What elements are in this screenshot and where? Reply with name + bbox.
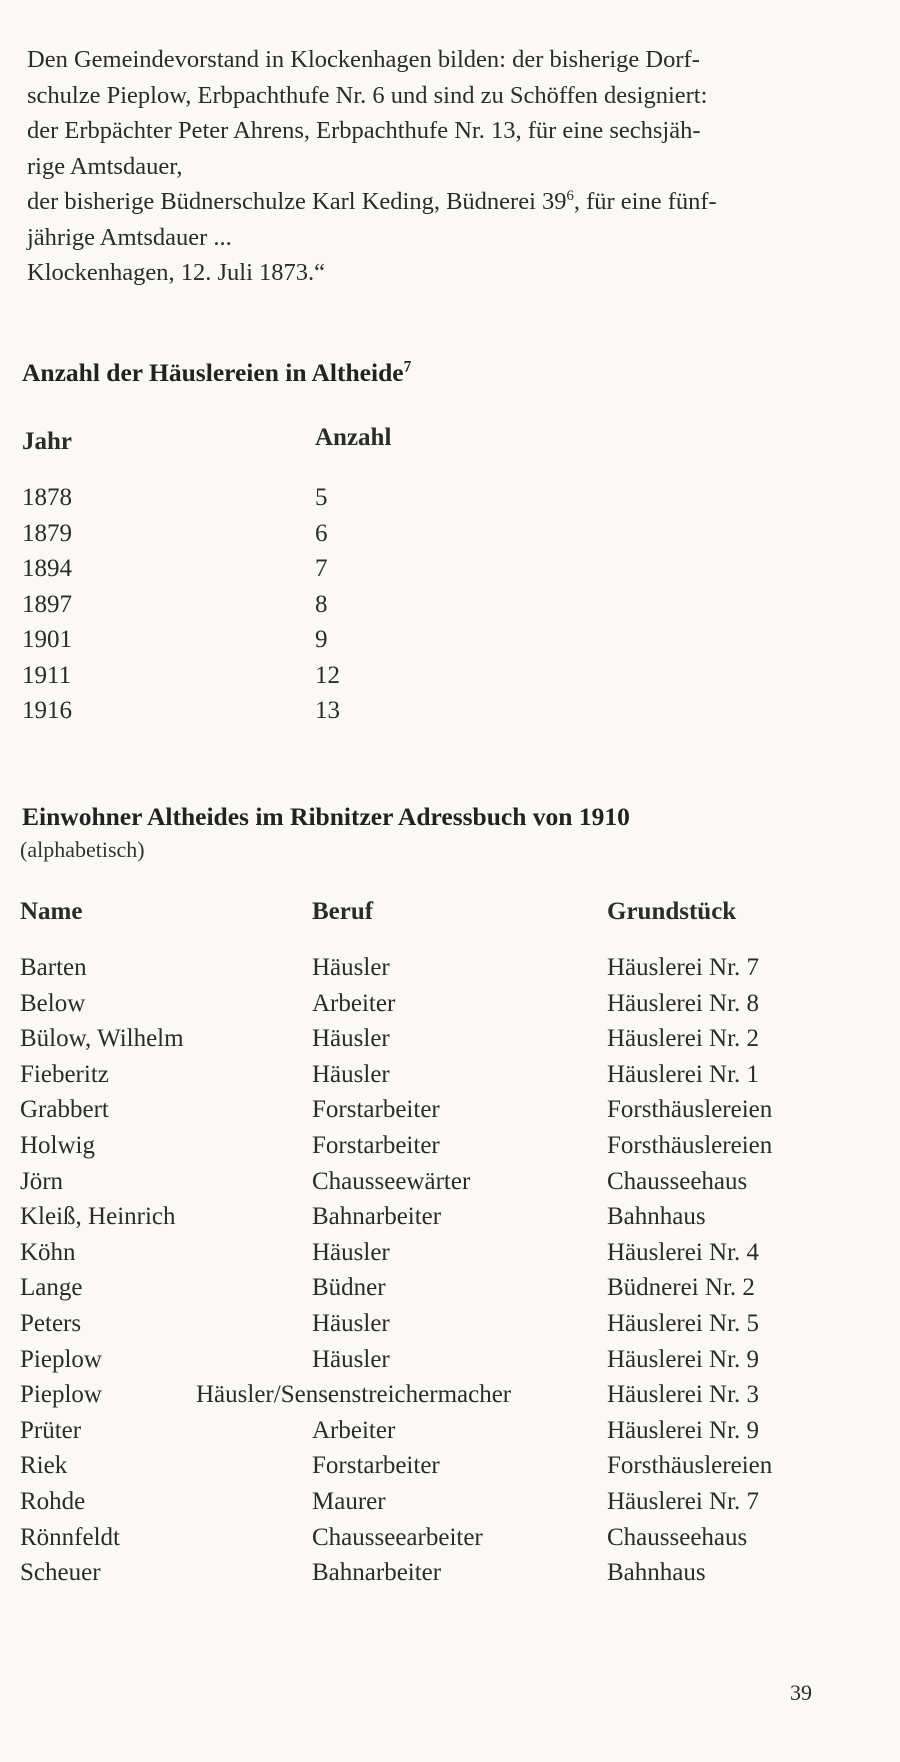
grundstueck-cell: Häuslerei Nr. 7 — [607, 954, 760, 981]
count-cell: 6 — [315, 519, 328, 547]
beruf-cell: Bahnarbeiter — [312, 1203, 442, 1231]
beruf-cell: Chausseearbeiter — [312, 1523, 483, 1551]
grundstueck-cell: Häuslerei Nr. 2 — [607, 1025, 760, 1053]
beruf-cell: Arbeiter — [312, 1416, 396, 1444]
column-header-name: Name — [20, 898, 83, 925]
beruf-cell: Häusler — [312, 1025, 390, 1053]
count-cell: 7 — [315, 555, 328, 582]
column-header-year: Jahr — [22, 428, 72, 455]
grundstueck-cell: Bahnhaus — [607, 1559, 706, 1587]
beruf-cell: Häusler/Sensenstreichermacher — [196, 1381, 512, 1409]
section-heading-haeuslereien — [22, 358, 411, 388]
table-row — [0, 1061, 900, 1097]
table-row — [0, 1310, 900, 1346]
page-number: 39 — [790, 1680, 812, 1705]
beruf-cell: Häusler — [312, 954, 390, 981]
beruf-cell: Bahnarbeiter — [312, 1559, 442, 1587]
table-row — [0, 1559, 900, 1595]
section-subtitle: (alphabetisch) — [20, 837, 145, 862]
count-cell: 8 — [315, 590, 328, 618]
count-cell: 12 — [315, 661, 340, 689]
table-row — [0, 954, 900, 990]
name-cell: Rohde — [20, 1488, 86, 1515]
intro-paragraph — [27, 42, 837, 291]
year-cell: 1916 — [22, 697, 72, 724]
year-cell: 1894 — [22, 555, 72, 582]
name-cell: Barten — [20, 954, 87, 981]
name-cell: Bülow, Wilhelm — [20, 1025, 184, 1053]
beruf-cell: Maurer — [312, 1488, 386, 1515]
column-header-count: Anzahl — [315, 424, 392, 451]
table-row — [0, 1239, 900, 1275]
beruf-cell: Forstarbeiter — [312, 1132, 440, 1159]
name-cell: Lange — [20, 1274, 83, 1302]
table-row — [0, 990, 900, 1026]
table-row — [0, 1132, 900, 1168]
table-row — [0, 1452, 900, 1488]
grundstueck-cell: Häuslerei Nr. 9 — [607, 1416, 760, 1444]
grundstueck-cell: Häuslerei Nr. 8 — [607, 989, 760, 1017]
name-cell: Pieplow — [20, 1381, 102, 1409]
beruf-cell: Arbeiter — [312, 989, 396, 1017]
name-cell: Kleiß, Heinrich — [20, 1203, 176, 1231]
column-header-grundstueck: Grundstück — [607, 898, 737, 925]
year-cell: 1911 — [22, 661, 72, 689]
table-row — [0, 1096, 900, 1132]
count-cell: 5 — [315, 484, 328, 511]
text-segment: , für eine fünf- — [573, 188, 717, 215]
table-row — [0, 1025, 900, 1061]
beruf-cell: Chausseewärter — [312, 1167, 471, 1195]
text-segment: der bisherige Büdnerschulze Karl Keding, Büdnerei 39 — [27, 188, 567, 215]
name-cell: Prüter — [20, 1416, 82, 1444]
text-line: rige Amtsdauer, — [27, 152, 183, 180]
count-cell: 13 — [315, 697, 340, 724]
text-line: der Erbpächter Peter Ahrens, Erbpachthufe Nr. 13, für eine sechsjäh- — [27, 117, 701, 144]
table-row — [0, 1524, 900, 1560]
beruf-cell: Häusler — [312, 1345, 390, 1373]
section-heading-einwohner: Einwohner Altheides im Ribnitzer Adressbuch von 1910 — [22, 802, 630, 831]
grundstueck-cell: Häuslerei Nr. 3 — [607, 1381, 760, 1409]
name-cell: Holwig — [20, 1132, 95, 1159]
table-row — [0, 1381, 900, 1417]
table-row — [0, 1274, 900, 1310]
grundstueck-cell: Forsthäuslereien — [607, 1132, 773, 1159]
name-cell: Peters — [20, 1310, 82, 1337]
grundstueck-cell: Bahnhaus — [607, 1203, 706, 1231]
text-line: schulze Pieplow, Erbpachthufe Nr. 6 und sind zu Schöffen designiert: — [27, 81, 708, 109]
footnote-marker: 7 — [403, 358, 412, 376]
grundstueck-cell: Häuslerei Nr. 7 — [607, 1488, 760, 1515]
text-line — [27, 184, 837, 220]
table-row — [0, 1203, 900, 1239]
name-cell: Scheuer — [20, 1559, 101, 1587]
beruf-cell: Häusler — [312, 1060, 390, 1088]
beruf-cell: Häusler — [312, 1310, 390, 1337]
name-cell: Jörn — [20, 1167, 64, 1195]
grundstueck-cell: Häuslerei Nr. 9 — [607, 1345, 760, 1373]
grundstueck-cell: Häuslerei Nr. 1 — [607, 1060, 760, 1088]
name-cell: Grabbert — [20, 1096, 109, 1124]
beruf-cell: Forstarbeiter — [312, 1452, 440, 1480]
table-row — [0, 1346, 900, 1382]
table-row — [0, 1488, 900, 1524]
text-line: Den Gemeindevorstand in Klockenhagen bilden: der bisherige Dorf- — [27, 46, 700, 73]
beruf-cell: Büdner — [312, 1274, 386, 1302]
grundstueck-cell: Häuslerei Nr. 4 — [607, 1238, 760, 1266]
text-line: Klockenhagen, 12. Juli 1873.“ — [27, 259, 326, 286]
year-cell: 1901 — [22, 626, 72, 653]
grundstueck-cell: Chausseehaus — [607, 1167, 748, 1195]
grundstueck-cell: Häuslerei Nr. 5 — [607, 1310, 760, 1337]
count-cell: 9 — [315, 626, 328, 653]
name-cell: Below — [20, 989, 86, 1017]
grundstueck-cell: Chausseehaus — [607, 1523, 748, 1551]
table-row — [0, 1168, 900, 1204]
name-cell: Köhn — [20, 1238, 76, 1266]
grundstueck-cell: Forsthäuslereien — [607, 1096, 773, 1124]
text-line: jährige Amtsdauer ... — [27, 223, 232, 251]
grundstueck-cell: Forsthäuslereien — [607, 1452, 773, 1480]
grundstueck-cell: Büdnerei Nr. 2 — [607, 1274, 755, 1302]
beruf-cell: Häusler — [312, 1238, 390, 1266]
name-cell: Fieberitz — [20, 1060, 109, 1088]
heading-text: Anzahl der Häuslereien in Altheide — [22, 358, 404, 387]
year-cell: 1897 — [22, 590, 72, 618]
year-cell: 1879 — [22, 519, 72, 547]
footnote-marker: 6 — [566, 187, 574, 204]
table-row — [0, 1417, 900, 1453]
name-cell: Rönnfeldt — [20, 1523, 120, 1551]
beruf-cell: Forstarbeiter — [312, 1096, 440, 1124]
name-cell: Riek — [20, 1452, 68, 1480]
year-cell: 1878 — [22, 484, 72, 511]
column-header-beruf: Beruf — [312, 898, 374, 925]
name-cell: Pieplow — [20, 1345, 102, 1373]
